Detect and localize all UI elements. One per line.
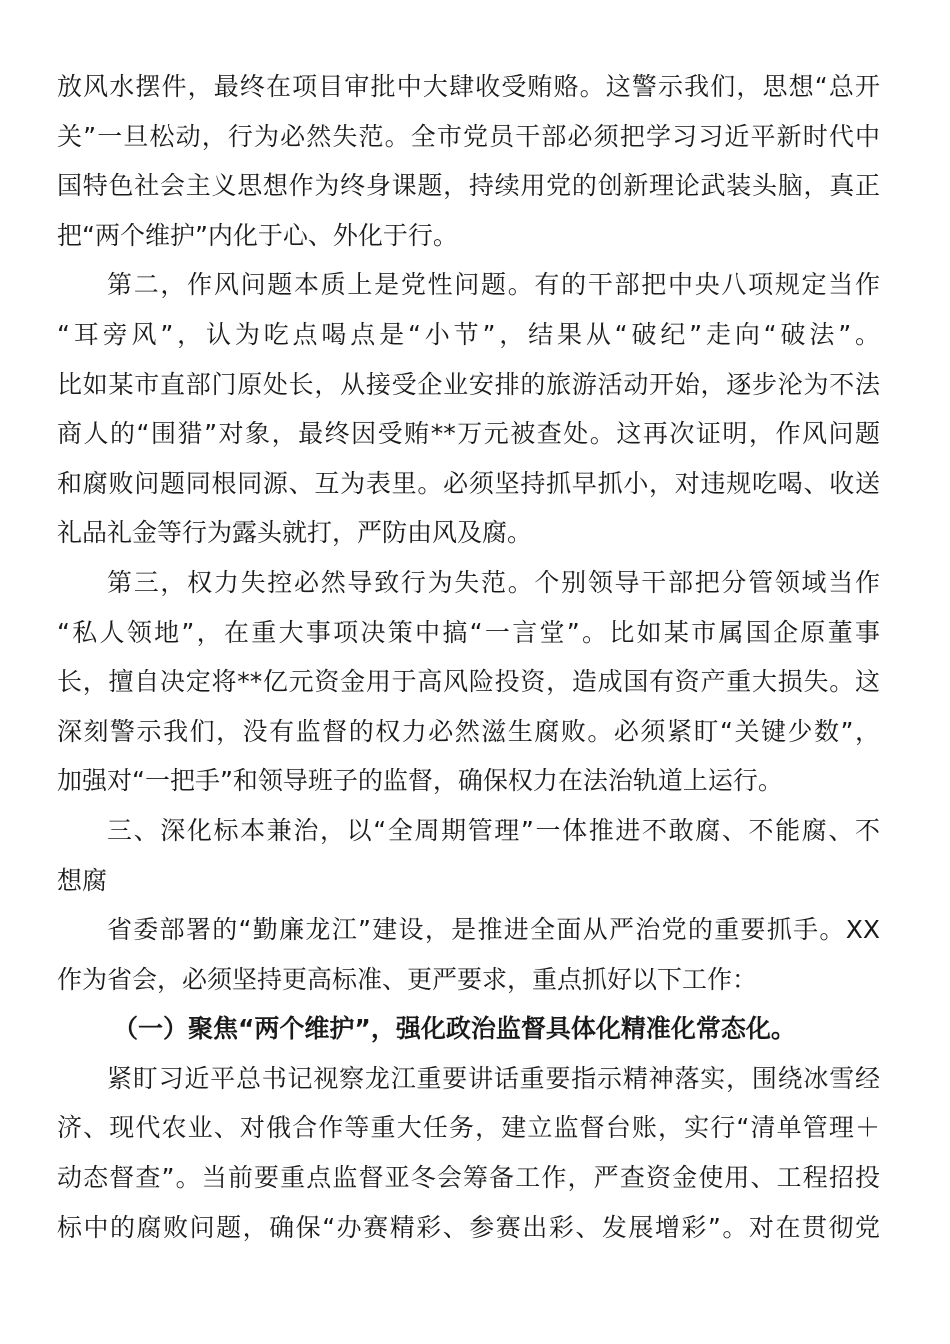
paragraph-line: 省委部署的“勤廉龙江”建设，是推进全面从严治党的重要抓手。XX bbox=[107, 915, 880, 945]
paragraph-line: 和腐败问题同根同源、互为表里。必须坚持抓早抓小，对违规吃喝、收送 bbox=[57, 468, 880, 498]
paragraph-line: 紧盯习近平总书记视察龙江重要讲话重要指示精神落实，围绕冰雪经 bbox=[107, 1063, 880, 1093]
paragraph-line: 比如某市直部门原处长，从接受企业安排的旅游活动开始，逐步沦为不法 bbox=[57, 369, 880, 399]
section-heading-line: 三、深化标本兼治，以“全周期管理”一体推进不敢腐、不能腐、不 bbox=[107, 815, 880, 845]
paragraph-line: “私人领地”，在重大事项决策中搞“一言堂”。比如某市属国企原董事 bbox=[57, 617, 880, 647]
paragraph-line: 第三，权力失控必然导致行为失范。个别领导干部把分管领域当作 bbox=[107, 567, 880, 597]
paragraph-line: 济、现代农业、对俄合作等重大任务，建立监督台账，实行“清单管理＋ bbox=[57, 1113, 880, 1143]
paragraph-line: 加强对“一把手”和领导班子的监督，确保权力在法治轨道上运行。 bbox=[57, 766, 783, 796]
paragraph-line: 标中的腐败问题，确保“办赛精彩、参赛出彩、发展增彩”。对在贯彻党 bbox=[57, 1212, 880, 1242]
paragraph-line: 放风水摆件，最终在项目审批中大肆收受贿赂。这警示我们，思想“总开 bbox=[57, 72, 880, 101]
section-heading-line: 想腐 bbox=[57, 865, 108, 895]
document-body bbox=[57, 62, 880, 1252]
paragraph-line: 深刻警示我们，没有监督的权力必然滋生腐败。必须紧盯“关键少数”， bbox=[57, 716, 880, 746]
paragraph-line: 长，擅自决定将**亿元资金用于高风险投资，造成国有资产重大损失。这 bbox=[57, 667, 880, 697]
paragraph-line: 礼品礼金等行为露头就打，严防由风及腐。 bbox=[57, 518, 533, 548]
paragraph-line: 商人的“围猎”对象，最终因受贿**万元被查处。这再次证明，作风问题 bbox=[57, 419, 880, 449]
paragraph-line: 把“两个维护”内化于心、外化于行。 bbox=[57, 220, 458, 250]
subheading-line: （一）聚焦“两个维护”，强化政治监督具体化精准化常态化。 bbox=[113, 1014, 796, 1044]
paragraph-line: 国特色社会主义思想作为终身课题，持续用党的创新理论武装头脑，真正 bbox=[57, 171, 880, 201]
paragraph-line: 关”一旦松动，行为必然失范。全市党员干部必须把学习习近平新时代中 bbox=[57, 121, 880, 151]
paragraph-line: 第二，作风问题本质上是党性问题。有的干部把中央八项规定当作 bbox=[107, 270, 880, 300]
paragraph-line: “耳旁风”，认为吃点喝点是“小节”，结果从“破纪”走向“破法”。 bbox=[57, 319, 880, 349]
paragraph-line: 动态督查”。当前要重点监督亚冬会筹备工作，严查资金使用、工程招投 bbox=[57, 1163, 880, 1193]
paragraph-line: 作为省会，必须坚持更高标准、更严要求，重点抓好以下工作： bbox=[57, 964, 758, 994]
